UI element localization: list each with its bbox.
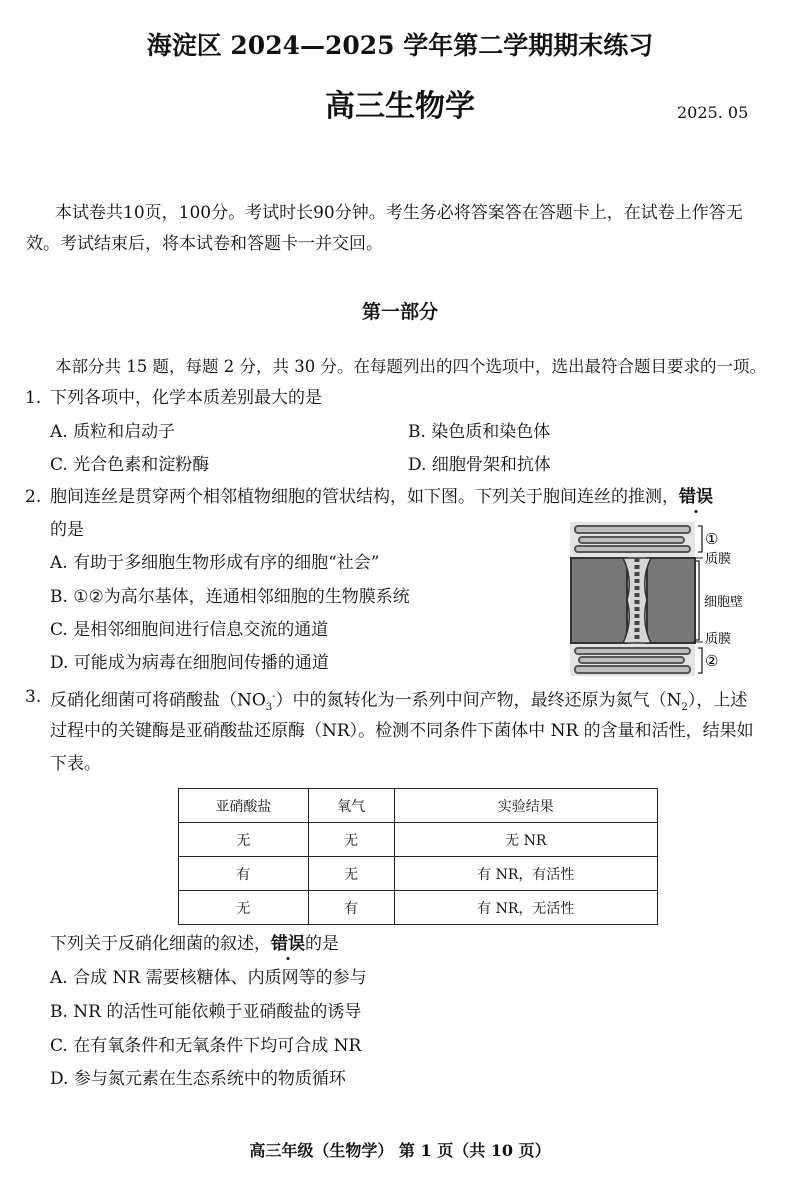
table-cell: 无	[179, 891, 309, 925]
question-3-line1-a: 反硝化细菌可将硝酸盐（NO	[50, 690, 266, 711]
question-1-option-b: B. 染色质和染色体	[408, 422, 551, 442]
results-table	[178, 788, 658, 925]
nitrate-subscript: 3	[265, 702, 273, 714]
question-3-line1-c: ），上述	[687, 690, 748, 711]
figure-label-cell-wall: 细胞壁	[704, 595, 744, 610]
question-3-option-d: D. 参与氮元素在生态系统中的物质循环	[50, 1069, 346, 1089]
question-3-stem-text: 下列关于反硝化细菌的叙述，	[50, 934, 271, 954]
question-3-option-b: B. NR 的活性可能依赖于亚硝酸盐的诱导	[50, 1002, 362, 1022]
bracket-1	[698, 526, 702, 552]
table-cell: 有 NR，无活性	[394, 891, 657, 925]
question-3-option-a: A. 合成 NR 需要核糖体、内质网等的参与	[50, 968, 367, 988]
bracket-2	[698, 648, 702, 673]
table-cell: 有 NR，有活性	[394, 857, 657, 891]
question-3-line1	[50, 686, 747, 719]
table-cell: 无	[308, 823, 394, 857]
question-3-line3: 下表。	[50, 754, 101, 774]
table-header-result: 实验结果	[394, 789, 657, 823]
question-2-stem	[50, 486, 713, 508]
question-1-option-a: A. 质粒和启动子	[50, 422, 176, 442]
figure-label-membrane-top: 质膜	[705, 552, 732, 567]
question-3-emphasis: 错误	[271, 934, 305, 954]
part-intro: 本部分共 15 题，每题 2 分，共 30 分。在每题列出的四个选项中，选出最符合题目要求的一项。	[55, 357, 766, 376]
question-3-number: 3.	[25, 687, 42, 707]
figure-mark-1: ①	[705, 530, 719, 548]
table-cell: 有	[179, 857, 309, 891]
question-2-option-c: C. 是相邻细胞间进行信息交流的通道	[50, 620, 329, 640]
part-heading: 第一部分	[361, 301, 438, 323]
table-cell: 有	[308, 891, 394, 925]
exam-date: 2025. 05	[677, 103, 749, 122]
exam-title: 海淀区 2024—2025 学年第二学期期末练习	[146, 31, 654, 60]
nitrate-superscript: -	[272, 691, 276, 702]
table-row	[179, 823, 658, 857]
figure-mark-2: ②	[705, 652, 719, 670]
question-3-line2: 过程中的关键酶是亚硝酸盐还原酶（NR）。检测不同条件下菌体中 NR 的含量和活性，结果如	[50, 721, 754, 741]
bottom-membrane-stack	[575, 648, 690, 673]
top-membrane-stack	[575, 526, 690, 552]
table-row	[179, 891, 658, 925]
table-cell: 无	[308, 857, 394, 891]
page-footer: 高三年级（生物学） 第 1 页（共 10 页）	[249, 1141, 551, 1160]
cell-wall-left	[571, 558, 627, 643]
instructions-line2: 效。考试结束后，将本试卷和答题卡一并交回。	[26, 234, 383, 254]
nitrogen-subscript: 2	[681, 702, 688, 714]
question-2-option-b: B. ①②为高尔基体，连通相邻细胞的生物膜系统	[50, 587, 410, 607]
subject-title: 高三生物学	[325, 89, 475, 124]
question-2-option-a: A. 有助于多细胞生物形成有序的细胞“社会”	[50, 553, 380, 573]
question-2-stem-end: 的是	[50, 520, 84, 540]
table-cell: 无 NR	[394, 823, 657, 857]
plasmodesmata-figure	[565, 518, 785, 680]
cell-wall-right	[647, 558, 695, 643]
question-2-emphasis: 错误	[679, 487, 713, 507]
question-3-option-c: C. 在有氧条件和无氧条件下均可合成 NR	[50, 1036, 362, 1056]
table-header-nitrite: 亚硝酸盐	[179, 789, 309, 823]
figure-label-membrane-bottom: 质膜	[705, 632, 732, 647]
table-header-row	[179, 789, 658, 823]
question-1-option-c: C. 光合色素和淀粉酶	[50, 455, 210, 475]
question-3-line1-b: ）中的氮转化为一系列中间产物，最终还原为氮气（N	[275, 690, 682, 711]
table-row	[179, 857, 658, 891]
instructions-line1: 本试卷共10页，100分。考试时长90分钟。考生务必将答案答在答题卡上，在试卷上作答无	[55, 203, 743, 223]
question-1-stem: 下列各项中，化学本质差别最大的是	[50, 388, 322, 408]
question-1-option-d: D. 细胞骨架和抗体	[408, 455, 551, 475]
question-2-number: 2.	[25, 487, 42, 507]
question-3-stem	[50, 933, 339, 955]
table-header-oxygen: 氧气	[308, 789, 394, 823]
question-2-option-d: D. 可能成为病毒在细胞间传播的通道	[50, 653, 329, 673]
question-2-stem-text: 胞间连丝是贯穿两个相邻植物细胞的管状结构，如下图。下列关于胞间连丝的推测，	[50, 487, 679, 507]
question-1-number: 1.	[25, 388, 42, 408]
table-cell: 无	[179, 823, 309, 857]
question-3-stem-end: 的是	[305, 934, 339, 954]
